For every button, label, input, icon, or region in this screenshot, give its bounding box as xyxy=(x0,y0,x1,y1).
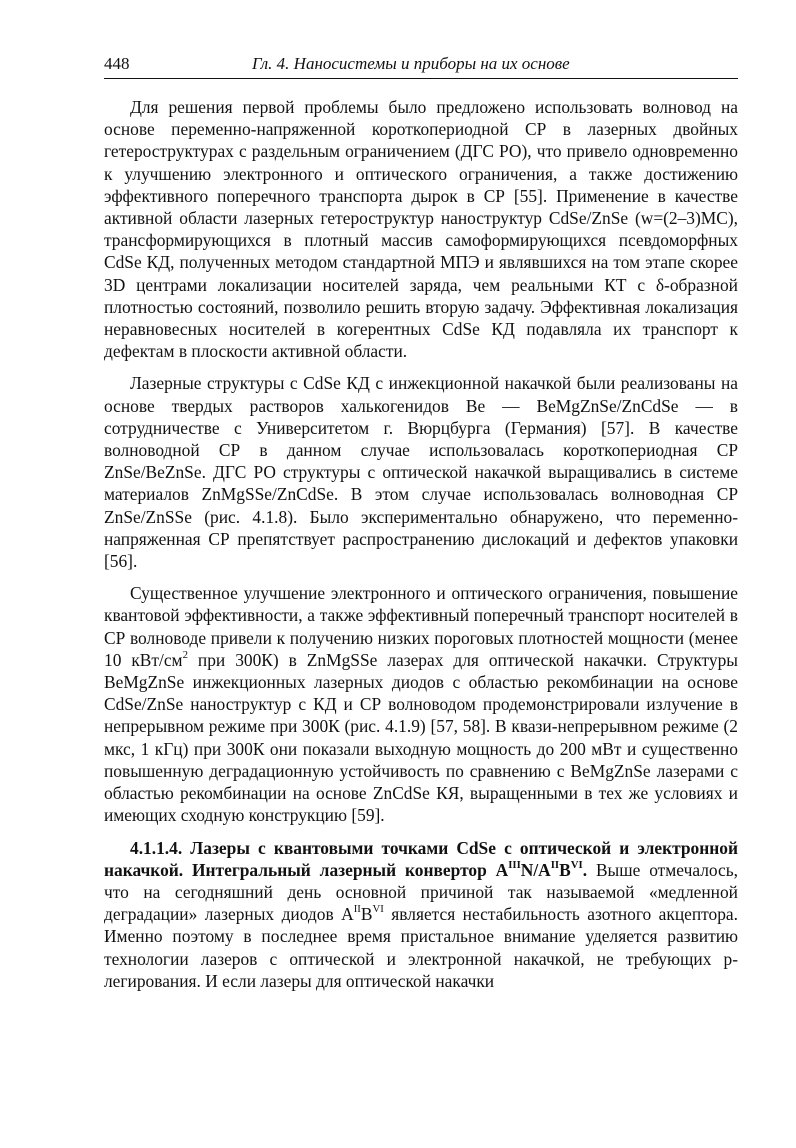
paragraph-3 xyxy=(104,582,738,826)
superscript: 2 xyxy=(182,649,188,661)
heading-text-b: N/A xyxy=(520,859,551,880)
superscript: III xyxy=(508,858,521,871)
superscript: VI xyxy=(372,903,384,916)
section-text-c: является нестабильность азотного акцептора. Именно поэтому в последнее время пристальное внимание уделяется развитию технологии лазеров с оптической и электронной накачкой, не требующих p-легирования. И если лазеры для оптической накачки xyxy=(104,904,738,991)
section-text-b: B xyxy=(360,904,373,925)
paragraph-2: Лазерные структуры с CdSe КД с инжекционной накачкой были реализованы на основе твердых растворов халькогенидов Be — BeMgZnSe/ZnCdSe — в сотрудничестве с Университетом г. Вюрцбурга (Германия) [57]. В качестве волноводной СР в данном случае использовалась короткопериодная СР ZnSe/BeZnSe. ДГС РО структуры с оптической накачкой выращивались в системе материалов ZnMgSSe/ZnCdSe. В этом случае использовалась волноводная СР ZnSe/ZnSSe (рис. 4.1.8). Было экспериментально обнаружено, что переменно-напряженная СР препятствует распространению дислокаций и дефектов упаковки [56]. xyxy=(104,373,738,572)
superscript: II xyxy=(550,858,560,871)
section-text-a: Выше отмечалось, что на сегодняшний день основной причиной так называемой «медленной деградации» лазерных диодов A xyxy=(104,859,738,925)
heading-text-c: B xyxy=(559,859,571,880)
paragraph-3-text-b: при 300К) в ZnMgSSe лазерах для оптической накачки. Структуры BeMgZnSe инжекционных лазерных диодов с областью рекомбинации на основе CdSe/ZnSe наноструктур с КД и СР волноводом продемонстрировали излучение в непрерывном режиме при 300К (рис. 4.1.9) [57, 58]. В квази-непрерывном режиме (2 мкс, 1 кГц) при 300К они показали выходную мощность до 200 мВт и существенно повышенную деградационную устойчивость по сравнению с BeMgZnSe лазерами с областью рекомбинации на основе ZnCdSe КЯ, выращенными в тех же условиях и имеющих сходную конструкцию [59]. xyxy=(104,649,738,826)
superscript: VI xyxy=(570,858,583,871)
superscript: II xyxy=(353,903,361,916)
body-text xyxy=(104,96,738,1002)
page-number: 448 xyxy=(104,54,130,73)
section-4-1-1-4 xyxy=(104,837,738,992)
running-title: Гл. 4. Наносистемы и приборы на их основе xyxy=(252,54,570,73)
page-header xyxy=(104,52,738,79)
paragraph-3-text-a: Существенное улучшение электронного и оптического ограничения, повышение квантовой эффективности, а также эффективный поперечный транспорт носителей в СР волноводе привели к получению низких пороговых плотностей мощности (менее 10 кВт/см xyxy=(104,583,738,670)
paragraph-1: Для решения первой проблемы было предложено использовать волновод на основе переменно-напряженной короткопериодной СР в лазерных двойных гетероструктурах с раздельным ограничением (ДГС РО), что привело одновременно к улучшению электронного и оптического ограничения, а также достижению эффективного поперечного транспорта дырок в СР [55]. Применение в качестве активной области лазерных гетероструктур наноструктур CdSe/ZnSe (w=(2–3)МС), трансформирующихся в плотный массив самоформирующихся псевдоморфных CdSe КД, полученных методом стандартной МПЭ и являвшихся на том этапе скорее 3D центрами локализации носителей заряда, чем реальными КТ с δ-образной плотностью состояний, позволило решить вторую задачу. Эффективная локализация неравновесных носителей в когерентных CdSe КД подавляла их транспорт к дефектам в плоскости активной области. xyxy=(104,97,738,362)
heading-text-d: . xyxy=(582,859,588,880)
heading-text-a: 4.1.1.4. Лазеры с квантовыми точками CdSe с оптической и электронной накачкой. Интегральный лазерный конвертор A xyxy=(104,837,738,880)
